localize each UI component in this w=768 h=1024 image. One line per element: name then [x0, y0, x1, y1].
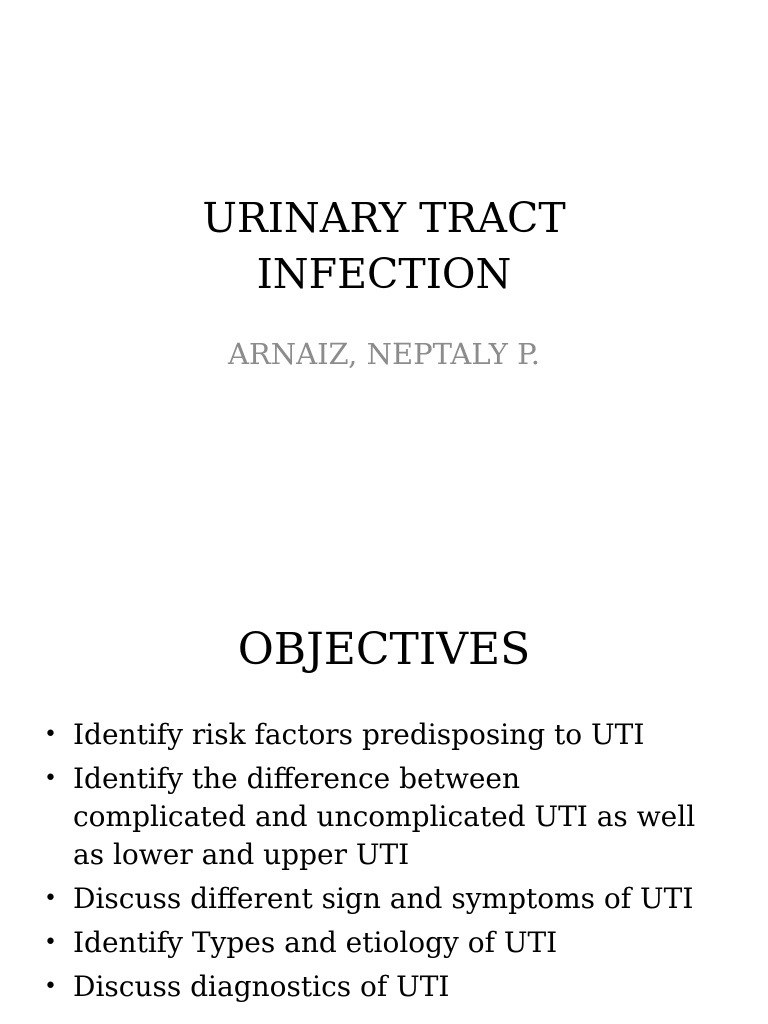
objective-text: Discuss different sign and symptoms of UTI [73, 882, 694, 915]
objective-text: Identify risk factors predisposing to UTI [73, 718, 645, 751]
slide-title [0, 190, 768, 302]
author-name: ARNAIZ, NEPTALY P. [227, 337, 540, 371]
objective-item [0, 924, 700, 962]
objective-item [0, 880, 700, 918]
slide-title-line-2: INFECTION [256, 250, 512, 298]
objectives-list [0, 716, 700, 1012]
bullet-icon: • [44, 766, 57, 791]
bullet-icon: • [44, 974, 57, 999]
bullet-icon: • [44, 722, 57, 747]
bullet-icon: • [44, 886, 57, 911]
objectives-slide [0, 576, 768, 1024]
objective-text: Identify the difference between complicated and uncomplicated UTI as well as lower and upper UTI [73, 762, 696, 871]
slide-title-line-1: URINARY TRACT [202, 194, 566, 242]
objective-item [0, 760, 700, 874]
objective-text: Discuss diagnostics of UTI [73, 970, 450, 1003]
objectives-heading: OBJECTIVES [237, 624, 531, 675]
objective-item [0, 716, 700, 754]
bullet-icon: • [44, 930, 57, 955]
objective-item [0, 968, 700, 1006]
objective-text: Identify Types and etiology of UTI [73, 926, 558, 959]
